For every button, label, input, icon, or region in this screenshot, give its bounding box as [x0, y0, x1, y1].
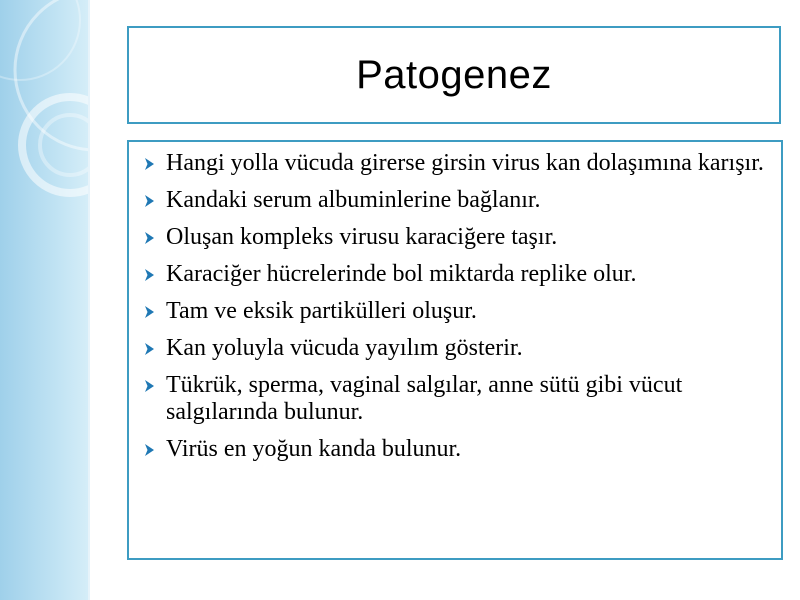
bullet-text: Tükrük, sperma, vaginal salgılar, anne sütü gibi vücut salgılarında bulunur. — [166, 372, 683, 425]
decorative-side-band — [0, 0, 90, 600]
bullet-item — [142, 187, 767, 214]
arrow-right-icon — [142, 372, 166, 399]
decorative-rings-icon — [0, 0, 90, 600]
arrow-right-icon — [142, 298, 166, 325]
bullet-text: Oluşan kompleks virusu karaciğere taşır. — [166, 224, 558, 250]
content-box — [127, 140, 783, 560]
bullet-item — [142, 436, 767, 463]
bullet-item — [142, 224, 767, 251]
arrow-right-icon — [142, 224, 166, 251]
arrow-right-icon — [142, 187, 166, 214]
bullet-item — [142, 372, 767, 426]
slide-title: Patogenez — [356, 52, 552, 97]
bullet-text: Tam ve eksik partikülleri oluşur. — [166, 298, 477, 324]
bullet-list — [142, 150, 767, 463]
bullet-text: Karaciğer hücrelerinde bol miktarda replike olur. — [166, 261, 637, 287]
bullet-item — [142, 261, 767, 288]
arrow-right-icon — [142, 261, 166, 288]
bullet-text: Hangi yolla vücuda girerse girsin virus kan dolaşımına karışır. — [166, 150, 764, 176]
bullet-item — [142, 298, 767, 325]
bullet-text: Kandaki serum albuminlerine bağlanır. — [166, 187, 541, 213]
bullet-item — [142, 335, 767, 362]
bullet-item — [142, 150, 767, 177]
side-band-edge — [88, 0, 90, 600]
arrow-right-icon — [142, 436, 166, 463]
arrow-right-icon — [142, 335, 166, 362]
title-box — [127, 26, 781, 124]
bullet-text: Virüs en yoğun kanda bulunur. — [166, 436, 462, 462]
bullet-text: Kan yoluyla vücuda yayılım gösterir. — [166, 335, 523, 361]
arrow-right-icon — [142, 150, 166, 177]
